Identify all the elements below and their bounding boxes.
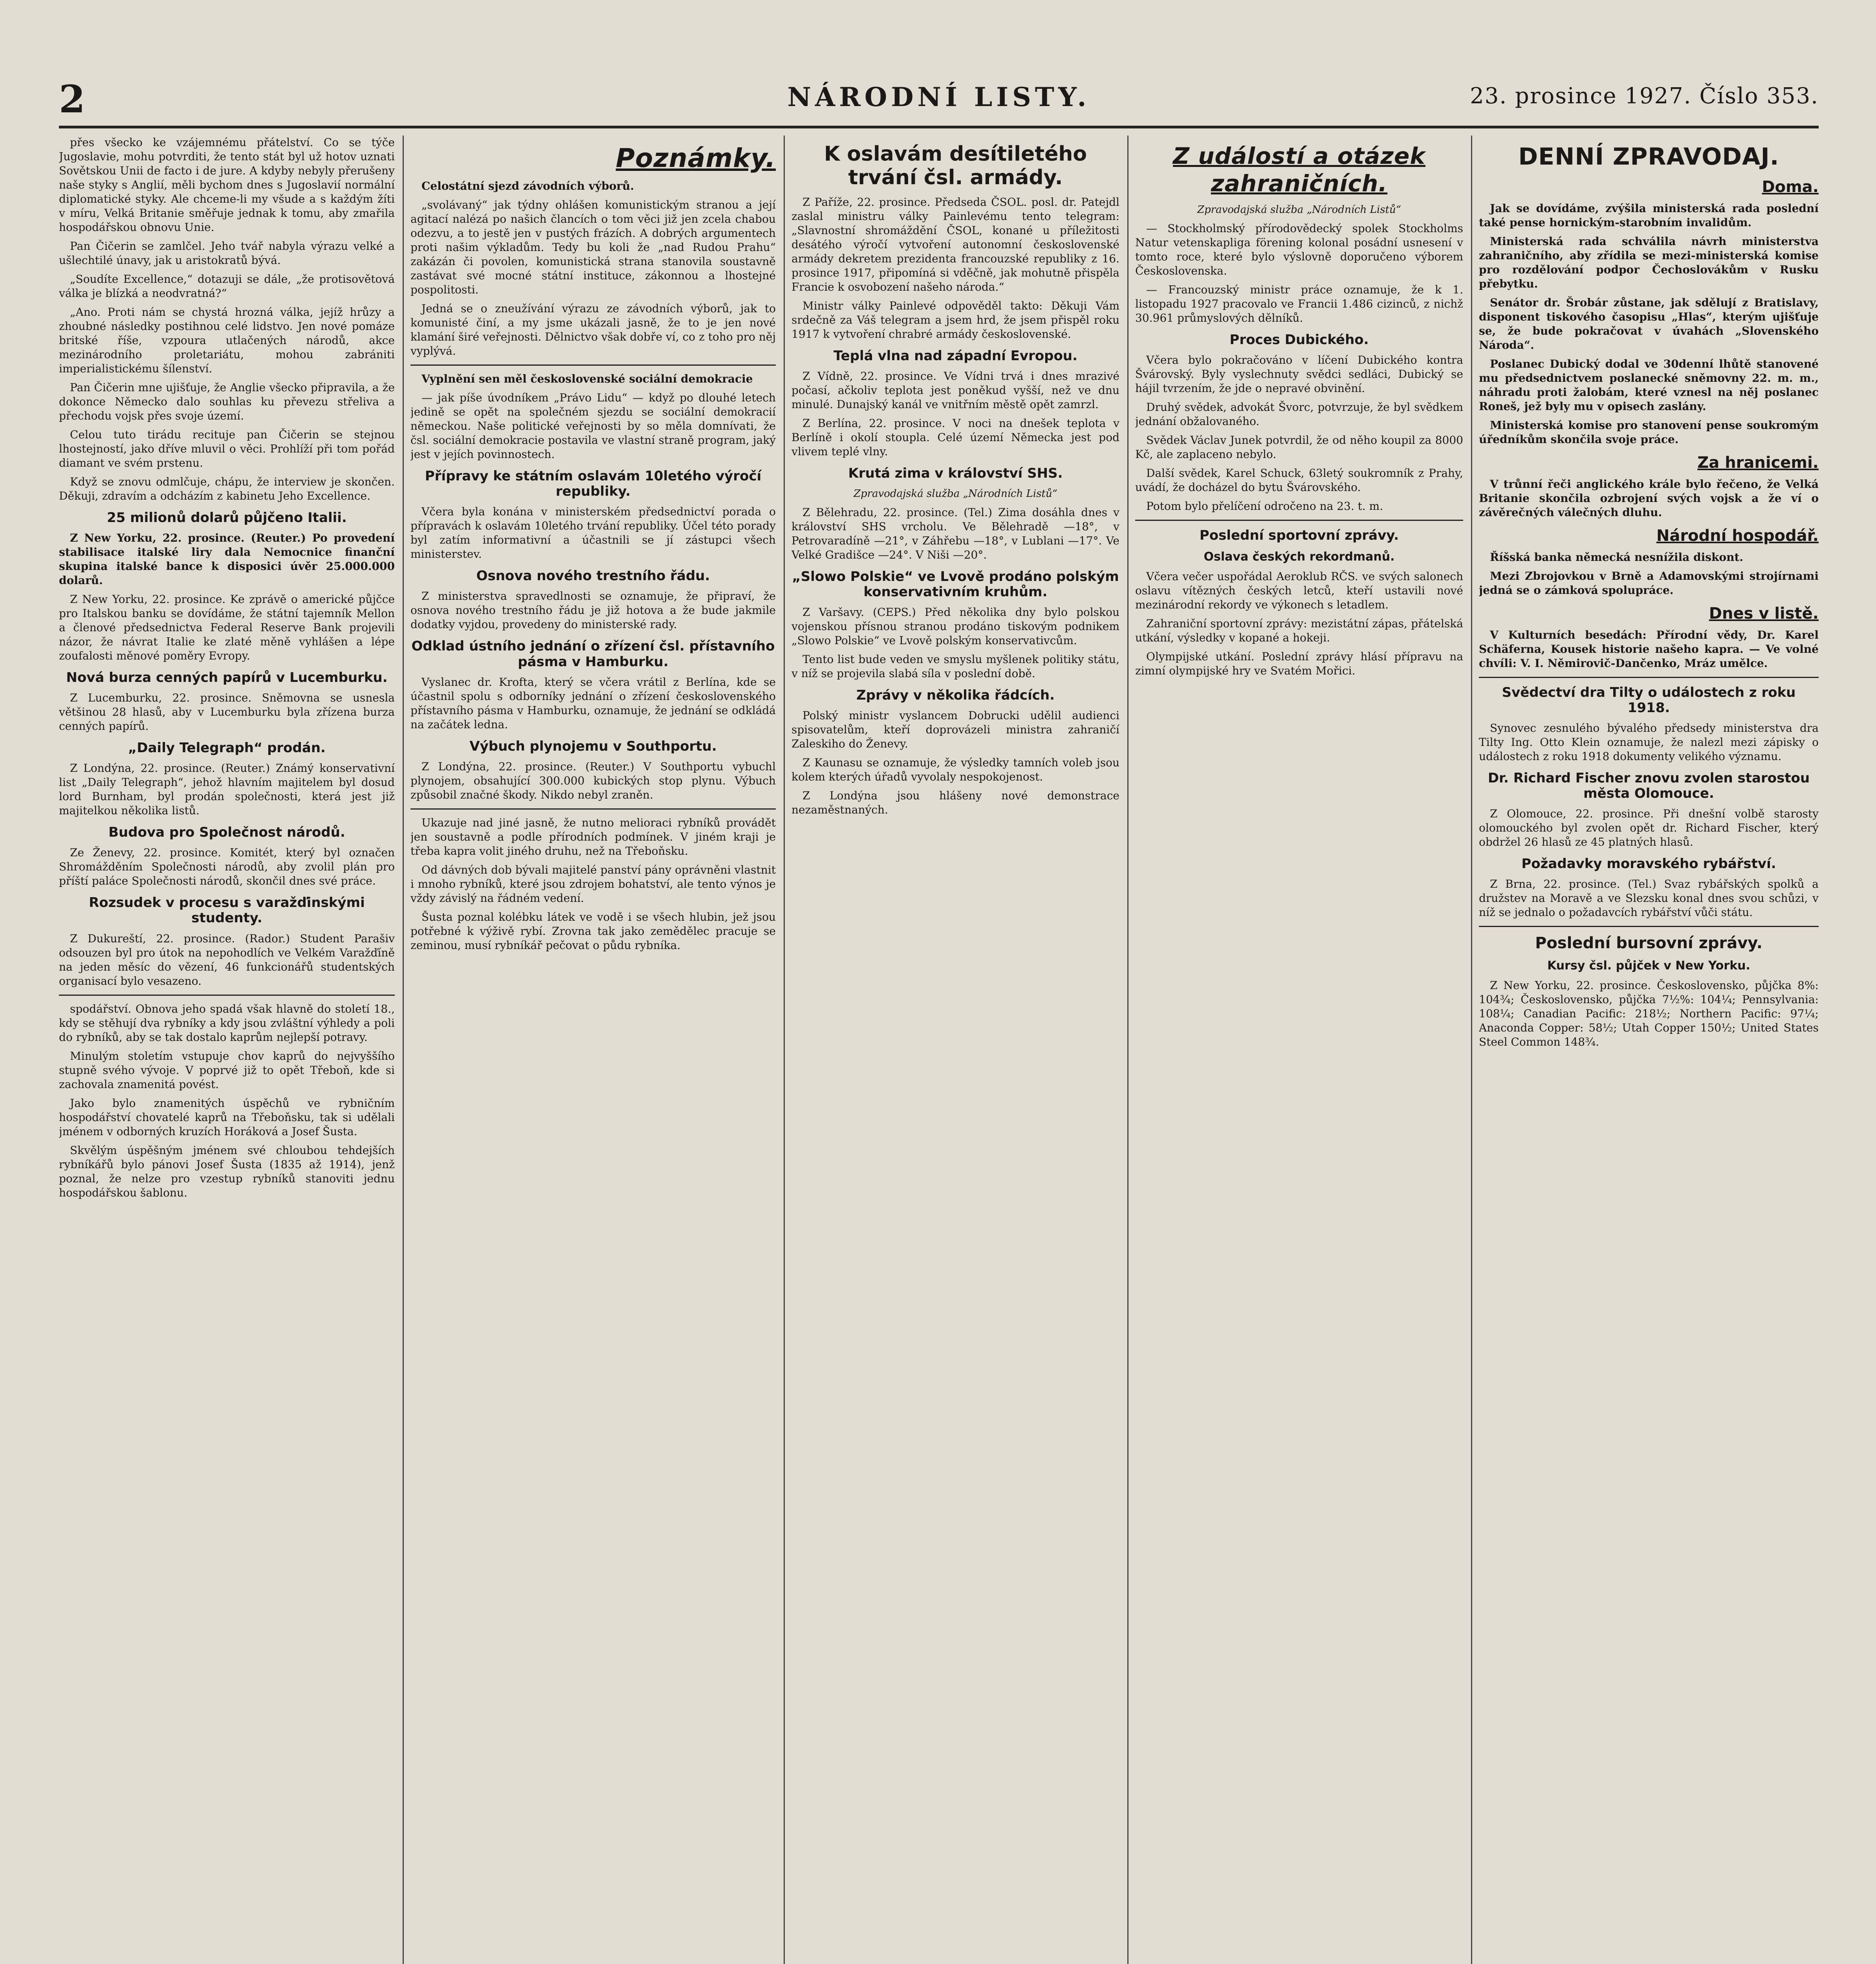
paragraph: Minulým stoletím vstupuje chov kaprů do nejvyššího stupně svého vývoje. V poprvé již to opět Třeboň, kde si zachovala znamenitá povést. <box>59 1049 395 1091</box>
headline: Výbuch plynojemu v Southportu. <box>469 738 717 754</box>
paragraph: Mezi Zbrojovkou v Brně a Adamovskými strojírnami jedná se o zámková spolupráce. <box>1479 570 1819 597</box>
paragraph: Ze Ženevy, 22. prosince. Komitét, který byl označen Shromážděním Společnosti národů, aby zvolil plán pro příští paláce Společnosti národů, skončil dnes své práce. <box>59 846 395 888</box>
column-divider <box>1471 136 1472 1964</box>
paragraph: „svolávaný“ jak týdny ohlášen komunistickým stranou a její agitací nalézá po našich člancích o tom věci již jen zcela chabou odezvu, a to jestě jen v pustých frázích. A dobrých argumentech proti našim výkladům. Tedy bu koli že „nad Rudou Prahu“ zakázán či povolen, komunistická strana stanovila soustavně zastávat své mocné státní instituce, zákonnou a lhostejné pospolitosti. <box>410 198 776 297</box>
paragraph: Ministerská rada schválila návrh ministerstva zahraničního, aby zřídila se mezi-ministerská komise pro rozdělování podpor Čechoslovákům v Rusku přebytku. <box>1479 235 1819 290</box>
paragraph: přes všecko ke vzájemnému přátelství. Co se týče Jugoslavie, mohu potvrditi, že tento stát byl už hotov uznati Sovětskou Unii de facto i de jure. A kdyby nebyly přerušeny naše styky s Anglií, měli bychom dnes s Jugoslavií normální diplomatické styky. Ale chceme-li my všude a s každým žíti v míru, Velká Britanie směřuje jednak k tomu, aby zmařila hospodářskou obnovu Unie. <box>59 136 395 234</box>
paragraph: Z Berlína, 22. prosince. V noci na dnešek teplota v Berlíně i okolí stoupla. Celé území Německa jest pod vlivem teplé vlny. <box>791 416 1119 458</box>
section-heading: Národní hospodář. <box>1656 527 1819 545</box>
paragraph: V Kulturních besedách: Přírodní vědy, Dr. Karel Schäferna, Kousek historie našeho kapra. — Ve volné chvíli: V. I. Němirovič-Dančenko, Mráz umělce. <box>1479 628 1819 670</box>
headline: Svědectví dra Tilty o událostech z roku 1918. <box>1502 685 1796 716</box>
paragraph: Jak se dovídáme, zvýšila ministerská rada poslední také pense hornickým-starobním invalidům. <box>1479 202 1819 229</box>
headline: Poslední bursovní zprávy. <box>1535 934 1762 953</box>
section-title: Poznámky. <box>616 143 776 173</box>
paragraph: Skvělým úspěšným jménem své chloubou tehdejších rybníkářů bylo pánovi Josef Šusta (1835 až 1914), jenž poznal, že nelze pro vzestup rybníků stanoviti jednu hospodářskou šablonu. <box>59 1143 395 1199</box>
paragraph: Senátor dr. Šrobár zůstane, jak sdělují z Bratislavy, disponent tiskového časopisu „Hlas“, kterým ujišťuje se, že bude pokračovat v úvahách „Slovenského Národa“. <box>1479 296 1819 352</box>
headline: „Slowo Polskie“ ve Lvově prodáno polským konservativním kruhům. <box>792 568 1119 600</box>
byline: Zpravodajská služba „Národních Listů“ <box>1197 204 1402 216</box>
column-1 <box>59 136 395 1964</box>
paragraph: Ministerská komise pro stanovení pense soukromým úředníkům skončila svoje práce. <box>1479 419 1819 446</box>
headline: „Daily Telegraph“ prodán. <box>128 740 326 756</box>
paragraph: Včera večer uspořádal Aeroklub RČS. ve svých salonech oslavu vítězných českých letců, kteří ustavili nové mezinárodní rekordy ve výkonech s letadlem. <box>1135 570 1463 611</box>
paragraph: Z New Yorku, 22. prosince. (Reuter.) Po provedení stabilisace italské liry dala Nemocnice finanční skupina italské bance k disposici úvěr 25.000.000 dolarů. <box>59 531 395 587</box>
paragraph: Další svědek, Karel Schuck, 63letý soukromník z Prahy, uvádí, že docházel do bytu Švárovského. <box>1135 467 1463 494</box>
headline: Nová burza cenných papírů v Lucemburku. <box>66 670 388 686</box>
paragraph: — jak píše úvodníkem „Právo Lidu“ — když po dlouhé letech jedině se opět na společném sjezdu se sociální demokracií německou. Naše politické veřejnosti by so měla domnívati, že čsl. sociální demokracie postavila ve vlastní straně program, jaký jest v jejích povinnostech. <box>410 391 776 461</box>
page-number: 2 <box>59 77 85 121</box>
column-divider <box>784 136 785 1964</box>
separator <box>410 808 776 810</box>
paragraph: Pan Čičerin se zamlčel. Jeho tvář nabyla výrazu velké a ušlechtilé únavy, jak u aristokratů bývá. <box>59 240 395 267</box>
section-title: DENNÍ ZPRAVODAJ. <box>1518 143 1779 170</box>
paragraph: Zahraniční sportovní zprávy: mezistátní zápas, přátelská utkání, výsledky v kopané a hokeji. <box>1135 617 1463 644</box>
headline: Proces Dubického. <box>1229 332 1369 348</box>
headline: Odklad ústního jednání o zřízení čsl. přístavního pásma v Hamburku. <box>411 638 775 670</box>
headline: K oslavám desítiletého trvání čsl. armády. <box>824 142 1087 189</box>
separator <box>410 365 776 366</box>
paragraph: Jedná se o zneužívání výrazu ze závodních výborů, jak to komunisté činí, a my jsme ukázali jasně, že to je jen nové klamání širé veřejnosti. Dělnictvo však dobře ví, co z toho pro něj vyplývá. <box>410 302 776 358</box>
paragraph: Z ministerstva spravedlnosti se oznamuje, že připraví, že osnova nového trestního řádu je již hotova a že bude jakmile dodatky vyjdou, provedeny do ministerské rady. <box>410 590 776 631</box>
section-heading: Za hranicemi. <box>1697 454 1819 472</box>
paragraph: — Francouzský ministr práce oznamuje, že k 1. listopadu 1927 pracovalo ve Francii 1.486 cizinců, z nichž 30.961 průmyslových dělníků. <box>1135 283 1463 325</box>
subheadline: Kursy čsl. půjček v New Yorku. <box>1547 959 1750 973</box>
headline: Rozsudek v procesu s varažďinskými studenty. <box>89 895 365 926</box>
paragraph: Vyslanec dr. Krofta, který se včera vrátil z Berlína, kde se účastnil spolu s odborníky jednání o zřízení československého přístavního pásma v Hamburku, oznamuje, že jednání se odkládá na začátek ledna. <box>410 675 776 731</box>
headline: Poslední sportovní zprávy. <box>1199 528 1399 544</box>
paragraph: Včera bylo pokračováno v líčení Dubického kontra Švárovský. Byly vyslechnuty svědci sedláci, Dubický se hájil tvrzením, že jde o nepravé obvinění. <box>1135 354 1463 395</box>
paragraph: Z New Yorku, 22. prosince. Československo, půjčka 8%: 104¾; Československo, půjčka 7½%: 104¼; Pennsylvania: 108¼; Canadian Pacific: 218½; Northern Pacific: 97¼; Anaconda Copper: 58½; Utah Copper 150½; United States Steel Common 148¾. <box>1479 978 1819 1048</box>
paragraph: Z Londýna, 22. prosince. (Reuter.) Známý konservativní list „Daily Telegraph“, jehož hlavním majitelem byl dosud lord Burnham, byl prodán společnosti, která jest již majitelkou několika listů. <box>59 762 395 817</box>
separator <box>1135 520 1463 521</box>
column-divider <box>403 136 404 1964</box>
section-heading: Dnes v listě. <box>1709 605 1819 623</box>
issue-date: 23. prosince 1927. Číslo 353. <box>1470 83 1819 109</box>
paragraph: Z Lucemburku, 22. prosince. Sněmovna se usnesla většinou 28 hlasů, aby v Lucemburku byla zřízena burza cenných papírů. <box>59 691 395 733</box>
paragraph: Jako bylo znamenitých úspěchů ve rybničním hospodářství chovatelé kaprů na Třeboňsku, tak si udělali jménem v odborných kruzích Horáková a Josef Šusta. <box>59 1096 395 1138</box>
paragraph: Z Brna, 22. prosince. (Tel.) Svaz rybářských spolků a družstev na Moravě a ve Slezsku konal dnes svou schůzi, v níž se jednalo o požadavcích rybářství vůči státu. <box>1479 878 1819 919</box>
paragraph: Z Kaunasu se oznamuje, že výsledky tamních voleb jsou kolem kterých úřadů vyvolaly nespokojenost. <box>791 756 1119 784</box>
paragraph: Říšská banka německá nesnížila diskont. <box>1490 551 1744 564</box>
paragraph: Z Bělehradu, 22. prosince. (Tel.) Zima dosáhla dnes v království SHS vrcholu. Ve Bělehradě —18°, v Petrovaradíně —21°, v Záhřebu —18°, v Lublani —17°. Ve Velké Gradišce —24°. V Niši —20°. <box>791 506 1119 561</box>
paragraph: Včera byla konána v ministerském předsednictví porada o přípravách k oslavám 10letého trvání republiky. Účel této porady byl zatím informativní a účastnili se jí zástupci všech ministerstev. <box>410 505 776 561</box>
paragraph: „Soudíte Excellence,“ dotazuji se dále, „že protisovětová válka je blízká a neodvratná?“ <box>59 273 395 300</box>
headline: Krutá zima v království SHS. <box>848 465 1063 481</box>
masthead: NÁRODNÍ LISTY. <box>787 82 1090 112</box>
paragraph: Poslanec Dubický dodal ve 30denní lhůtě stanovené mu předsednictvem poslanecké sněmovny 22. m. m., náhradu proti žalobám, které vznesl na něj poslanec Roneš, jež byly mu v opisech zaslány. <box>1479 357 1819 413</box>
paragraph: spodářství. Obnova jeho spadá však hlavně do století 18., kdy se stěhují dva rybníky a kdy jsou zvláštní výhledy a poli do rybníků, aby se tak dostalo kaprům nejlepší potravy. <box>59 1002 395 1044</box>
paragraph: Z Dukureští, 22. prosince. (Rador.) Student Parašiv odsouzen byl pro útok na nepohodlích ve Velkém Varažďíně na jeden měsíc do vězení, 46 funkcionářů studentských organisací bylo vesazeno. <box>59 932 395 987</box>
headline: Teplá vlna nad západní Evropou. <box>833 348 1077 364</box>
column-divider <box>1127 136 1129 1964</box>
paragraph: Z Paříže, 22. prosince. Předseda ČSOL. posl. dr. Patejdl zaslal ministru války Painlevému tento telegram: „Slavnostní shromáždění ČSOL, konané u příležitosti desátého výročí vytvoření autonomní československé armády dekretem prezidenta francouzské republiky z 16. prosince 1917, připomíná si vděčně, jak mohutně přispěla Francie k osvobození našeho národa.“ <box>791 195 1119 293</box>
paragraph: Ukazuje nad jiné jasně, že nutno melioraci rybníků provádět jen soustavně a podle přírodních podmínek. V jiném kraji je třeba kapra volit jiného druhu, než na Třeboňsku. <box>410 816 776 857</box>
paragraph: Polský ministr vyslancem Dobrucki udělil audienci spisovatelům, kteří doprovázeli ministra zahraničí Zaleskiho do Ženevy. <box>791 709 1119 751</box>
paragraph: Když se znovu odmlčuje, chápu, že interview je skončen. Děkuji, zdravím a odcházím z kabinetu Jeho Excellence. <box>59 475 395 502</box>
separator <box>1479 677 1819 678</box>
headline: Dr. Richard Fischer znovu zvolen starostou města Olomouce. <box>1488 770 1810 802</box>
subheadline: Oslava českých rekordmanů. <box>1204 550 1395 564</box>
paragraph: Potom bylo přelíčení odročeno na 23. t. m. <box>1146 500 1383 513</box>
section-heading: Doma. <box>1762 178 1819 196</box>
headline: Přípravy ke státním oslavám 10letého výročí republiky. <box>425 468 762 500</box>
headline: Požadavky moravského rybářství. <box>1521 856 1776 872</box>
separator <box>59 995 395 996</box>
paragraph: Z Varšavy. (CEPS.) Před několika dny bylo polskou vojenskou přísnou stranou prodáno tiskovým podnikem „Slowo Polskie“ ve Lvově polským konservativcům. <box>791 605 1119 647</box>
paragraph: Z Londýna jsou hlášeny nové demonstrace nezaměstnaných. <box>791 789 1119 817</box>
paragraph: Z Olomouce, 22. prosince. Při dnešní volbě starosty olomouckého byl zvolen opět dr. Richard Fischer, který obdržel 26 hlasů ze 45 platných hlasů. <box>1479 807 1819 849</box>
column-2 <box>410 136 776 1964</box>
paragraph: Druhý svědek, advokát Švorc, potvrzuje, že byl svědkem jednání obžalovaného. <box>1135 401 1463 428</box>
column-3 <box>791 136 1119 1964</box>
headline: Osnova nového trestního řádu. <box>476 568 710 584</box>
paragraph: Od dávných dob bývali majitelé panství pány oprávněni vlastnit i mnoho rybníků, které jsou zdrojem bohatství, ale tento výnos je vždy závislý na řádném vedení. <box>410 863 776 905</box>
paragraph: Celou tuto tirádu recituje pan Čičerin se stejnou lhostejností, jako dříve mluvil o věci. Prohlíží při tom pořád diamant ve svém prstenu. <box>59 428 395 469</box>
paragraph-lead: Celostátní sjezd závodních výborů. <box>421 180 634 193</box>
column-4 <box>1135 136 1463 1964</box>
paragraph: Svědek Václav Junek potvrdil, že od něho koupil za 8000 Kč, ale zaplaceno nebylo. <box>1135 434 1463 461</box>
paragraph: Olympijské utkání. Poslední zprávy hlásí přípravu na zimní olympijské hry ve Svatém Mořici. <box>1135 650 1463 677</box>
paragraph: Šusta poznal kolébku látek ve vodě i se všech hlubin, jež jsou potřebné k výživě rybí. Zrovna tak jako zemědělec pracuje se zeminou, musí rybníkář pečovat o půdu rybníka. <box>410 910 776 952</box>
paragraph: Synovec zesnulého bývalého předsedy ministerstva dra Tilty Ing. Otto Klein oznamuje, že nalezl mezi zápisky o událostech z roku 1918 dokumenty velikého významu. <box>1479 722 1819 763</box>
headline: 25 milionů dolarů půjčeno Italii. <box>107 510 347 526</box>
paragraph: Pan Čičerin mne ujišťuje, že Anglie všecko připravila, a že dokonce Německo dalo souhlas ku převezu střeliva a přechodu vojsk přes svoje území. <box>59 381 395 422</box>
paragraph: Z Londýna, 22. prosince. (Reuter.) V Southportu vybuchl plynojem, obsahující 300.000 kubických stop plynu. Výbuch způsobil značné škody. Nikdo nebyl zraněn. <box>410 760 776 801</box>
paragraph: Z Vídně, 22. prosince. Ve Vídni trvá i dnes mrazivé počasí, ačkoliv teplota jest poněkud vyšší, než ve dnu minulé. Dunajský kanál ve vnitřním městě opět zamrzl. <box>791 369 1119 411</box>
paragraph: Z New Yorku, 22. prosince. Ke zprávě o americké půjčce pro Italskou banku se dovídáme, že státní tajemník Mellon a členové předsednictva Federal Reserve Bank projevili názor, že návrat Italie ke zlaté měně vyhlášen a lépe zoufalosti měnové poměry Evropy. <box>59 593 395 663</box>
paragraph: — Stockholmský přírodovědecký spolek Stockholms Natur vetenskapliga förening kolonal posádní usnesení v tomto roce, které bylo výslovně doporučeno výborem Československa. <box>1135 222 1463 278</box>
headline: Budova pro Společnost národů. <box>108 824 345 841</box>
paragraph: Ministr války Painlevé odpověděl takto: Děkuji Vám srdečně za Váš telegram a jsem hrd, že jsem přispěl roku 1917 k vytvoření chrabré armády československé. <box>791 299 1119 341</box>
column-5 <box>1479 136 1819 1964</box>
paragraph: Tento list bude veden ve smyslu myšlenek politiky státu, v níž se projevila slabá síla v poslední době. <box>791 652 1119 680</box>
headline: Z událostí a otázek zahraničních. <box>1173 143 1425 197</box>
paragraph: V trůnní řeči anglického krále bylo řečeno, že Velká Britanie skončila ozbrojení svých vojsk a že ví o závěrečných válečných dluhu. <box>1479 478 1819 519</box>
paragraph-lead: Vyplnění sen měl československé sociální demokracie <box>421 372 753 386</box>
headline: Zprávy v několika řádcích. <box>856 687 1055 703</box>
byline: Zpravodajská služba „Národních Listů“ <box>853 487 1058 500</box>
separator <box>1479 926 1819 927</box>
paragraph: „Ano. Proti nám se chystá hrozná válka, jejíž hrůzy a zhoubné následky postihnou celé lidstvo. Jen nové pomáze britské říše, vzpoura utlačených národů, akce mezinárodního proletariátu, mohou zabrániti imperialistickému šílenství. <box>59 306 395 375</box>
page-header <box>59 75 1819 128</box>
